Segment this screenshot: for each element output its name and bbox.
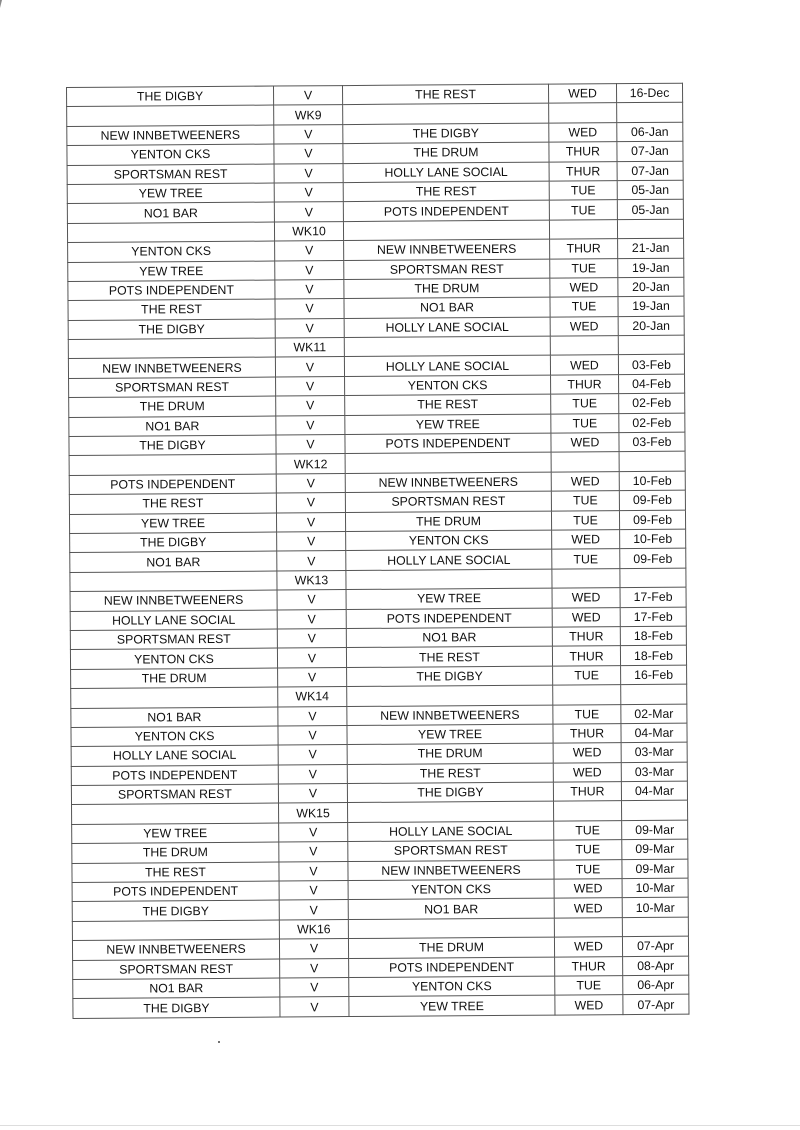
versus-mark: V xyxy=(279,842,348,862)
away-team: YENTON CKS xyxy=(346,530,552,551)
versus-mark: V xyxy=(277,609,346,629)
home-team: NO1 BAR xyxy=(71,707,278,728)
week-label: WK14 xyxy=(278,687,347,707)
away-team: YEW TREE xyxy=(349,995,555,1016)
fixture-row xyxy=(73,995,689,1019)
scan-speck xyxy=(218,1041,220,1043)
match-date: 06-Apr xyxy=(623,975,689,995)
versus-mark: V xyxy=(278,725,347,745)
week-header-blank xyxy=(552,568,620,588)
versus-mark: V xyxy=(274,163,343,183)
match-date: 10-Mar xyxy=(622,898,688,918)
home-team: YENTON CKS xyxy=(70,648,277,669)
match-date: 04-Mar xyxy=(621,781,687,801)
away-team: THE DIGBY xyxy=(343,123,549,144)
away-team: THE DRUM xyxy=(343,142,549,163)
away-team: THE REST xyxy=(342,84,548,105)
match-day: THUR xyxy=(550,239,618,259)
away-team: SPORTSMAN REST xyxy=(344,259,550,280)
match-date: 04-Feb xyxy=(619,374,685,394)
match-day: THUR xyxy=(549,142,617,162)
match-date: 03-Feb xyxy=(619,432,685,452)
match-day: WED xyxy=(553,743,621,763)
week-header-blank xyxy=(72,920,279,941)
week-header-blank xyxy=(68,338,275,359)
week-header-blank xyxy=(67,105,274,126)
home-team: THE DRUM xyxy=(69,396,276,417)
home-team: HOLLY LANE SOCIAL xyxy=(70,610,277,631)
match-date: 17-Feb xyxy=(620,587,686,607)
week-header-blank xyxy=(71,687,278,708)
match-day: WED xyxy=(555,995,623,1015)
versus-mark: V xyxy=(276,473,345,493)
match-date: 03-Mar xyxy=(621,742,687,762)
match-day: TUE xyxy=(554,840,622,860)
away-team: HOLLY LANE SOCIAL xyxy=(346,549,552,570)
week-header-blank xyxy=(620,568,686,588)
match-day: WED xyxy=(554,898,622,918)
versus-mark: V xyxy=(277,648,346,668)
versus-mark: V xyxy=(279,881,348,901)
match-date: 10-Mar xyxy=(622,878,688,898)
match-date: 09-Mar xyxy=(622,859,688,879)
match-date: 16-Feb xyxy=(621,665,687,685)
away-team: THE REST xyxy=(345,394,551,415)
match-date: 03-Mar xyxy=(621,762,687,782)
match-date: 03-Feb xyxy=(618,355,684,375)
match-day: WED xyxy=(550,316,618,336)
match-day: WED xyxy=(551,471,619,491)
away-team: THE DIGBY xyxy=(347,666,553,687)
away-team: POTS INDEPENDENT xyxy=(343,200,549,221)
home-team: HOLLY LANE SOCIAL xyxy=(71,745,278,766)
versus-mark: V xyxy=(275,318,344,338)
match-day: TUE xyxy=(553,704,621,724)
scan-page-edge xyxy=(0,0,2,135)
week-header-blank xyxy=(549,219,617,239)
week-header-blank xyxy=(617,103,683,123)
away-team: NO1 BAR xyxy=(344,297,550,318)
week-header-blank xyxy=(345,453,551,474)
match-date: 09-Feb xyxy=(620,549,686,569)
away-team: THE REST xyxy=(347,763,553,784)
match-date: 10-Feb xyxy=(620,529,686,549)
week-label: WK12 xyxy=(276,454,345,474)
match-day: WED xyxy=(552,607,620,627)
home-team: POTS INDEPENDENT xyxy=(68,280,275,301)
home-team: NEW INNBETWEENERS xyxy=(72,939,279,960)
home-team: THE DIGBY xyxy=(70,532,277,553)
week-header-blank xyxy=(347,685,553,706)
match-day: THUR xyxy=(549,161,617,181)
home-team: NO1 BAR xyxy=(69,416,276,437)
away-team: HOLLY LANE SOCIAL xyxy=(348,821,554,842)
week-header-blank xyxy=(70,571,277,592)
away-team: THE DRUM xyxy=(348,937,554,958)
away-team: POTS INDEPENDENT xyxy=(349,957,555,978)
versus-mark: V xyxy=(274,124,343,144)
week-header-blank xyxy=(346,569,552,590)
versus-mark: V xyxy=(276,376,345,396)
match-date: 06-Jan xyxy=(617,122,683,142)
home-team: THE DRUM xyxy=(72,842,279,863)
match-day: TUE xyxy=(551,491,619,511)
home-team: YEW TREE xyxy=(67,183,274,204)
home-team: THE DIGBY xyxy=(69,435,276,456)
week-header-blank xyxy=(621,801,687,821)
match-day: TUE xyxy=(555,976,623,996)
match-date: 05-Jan xyxy=(617,200,683,220)
match-day: TUE xyxy=(549,200,617,220)
week-label: WK9 xyxy=(274,105,343,125)
match-day: TUE xyxy=(549,181,617,201)
week-header-blank xyxy=(348,918,554,939)
match-day: WED xyxy=(552,530,620,550)
versus-mark: V xyxy=(277,590,346,610)
away-team: POTS INDEPENDENT xyxy=(346,608,552,629)
versus-mark: V xyxy=(279,939,348,959)
versus-mark: V xyxy=(280,978,349,998)
match-date: 17-Feb xyxy=(620,607,686,627)
week-header-blank xyxy=(72,803,279,824)
week-label: WK10 xyxy=(274,221,343,241)
versus-mark: V xyxy=(276,512,345,532)
versus-mark: V xyxy=(279,900,348,920)
match-day: TUE xyxy=(551,413,619,433)
match-day: TUE xyxy=(550,297,618,317)
versus-mark: V xyxy=(278,706,347,726)
home-team: THE REST xyxy=(68,299,275,320)
versus-mark: V xyxy=(274,202,343,222)
versus-mark: V xyxy=(274,183,343,203)
away-team: YEW TREE xyxy=(347,724,553,745)
versus-mark: V xyxy=(276,435,345,455)
away-team: NEW INNBETWEENERS xyxy=(344,239,550,260)
week-header-blank xyxy=(617,219,683,239)
week-label: WK11 xyxy=(275,338,344,358)
away-team: HOLLY LANE SOCIAL xyxy=(344,317,550,338)
versus-mark: V xyxy=(276,493,345,513)
week-header-blank xyxy=(618,335,684,355)
away-team: THE DRUM xyxy=(345,511,551,532)
match-day: THUR xyxy=(551,375,619,395)
match-date: 04-Mar xyxy=(621,723,687,743)
week-header-blank xyxy=(69,454,276,475)
match-date: 20-Jan xyxy=(618,277,684,297)
match-date: 02-Feb xyxy=(619,413,685,433)
away-team: THE REST xyxy=(346,646,552,667)
match-date: 21-Jan xyxy=(618,238,684,258)
versus-mark: V xyxy=(278,745,347,765)
versus-mark: V xyxy=(275,241,344,261)
match-day: WED xyxy=(550,278,618,298)
away-team: SPORTSMAN REST xyxy=(345,491,551,512)
versus-mark: V xyxy=(280,958,349,978)
away-team: NO1 BAR xyxy=(348,899,554,920)
versus-mark: V xyxy=(277,532,346,552)
versus-mark: V xyxy=(278,667,347,687)
away-team: THE DRUM xyxy=(344,278,550,299)
away-team: YEW TREE xyxy=(346,588,552,609)
versus-mark: V xyxy=(275,357,344,377)
home-team: THE DIGBY xyxy=(72,900,279,921)
match-date: 09-Feb xyxy=(619,490,685,510)
home-team: NO1 BAR xyxy=(70,551,277,572)
away-team: THE REST xyxy=(343,181,549,202)
week-header-blank xyxy=(554,801,622,821)
week-header-blank xyxy=(550,336,618,356)
versus-mark: V xyxy=(273,86,342,106)
home-team: NEW INNBETWEENERS xyxy=(70,590,277,611)
match-day: WED xyxy=(551,433,619,453)
week-header-blank xyxy=(622,917,688,937)
match-day: WED xyxy=(550,355,618,375)
away-team: NEW INNBETWEENERS xyxy=(345,472,551,493)
match-day: THUR xyxy=(552,627,620,647)
home-team: YENTON CKS xyxy=(68,241,275,262)
week-header-blank xyxy=(553,685,621,705)
home-team: NO1 BAR xyxy=(73,978,280,999)
away-team: YENTON CKS xyxy=(348,879,554,900)
away-team: NEW INNBETWEENERS xyxy=(347,705,553,726)
home-team: SPORTSMAN REST xyxy=(73,959,280,980)
match-date: 05-Jan xyxy=(617,180,683,200)
home-team: THE DRUM xyxy=(71,668,278,689)
match-date: 09-Feb xyxy=(619,510,685,530)
match-day: TUE xyxy=(552,549,620,569)
home-team: SPORTSMAN REST xyxy=(69,377,276,398)
home-team: NEW INNBETWEENERS xyxy=(67,125,274,146)
versus-mark: V xyxy=(278,764,347,784)
match-date: 09-Mar xyxy=(622,820,688,840)
match-day: THUR xyxy=(555,956,623,976)
week-header-blank xyxy=(621,684,687,704)
versus-mark: V xyxy=(277,628,346,648)
versus-mark: V xyxy=(276,396,345,416)
away-team: NO1 BAR xyxy=(346,627,552,648)
week-header-blank xyxy=(348,802,554,823)
match-day: TUE xyxy=(550,258,618,278)
versus-mark: V xyxy=(275,299,344,319)
match-day: THUR xyxy=(553,724,621,744)
match-day: THUR xyxy=(553,782,621,802)
week-label: WK13 xyxy=(277,570,346,590)
match-date: 07-Jan xyxy=(617,161,683,181)
versus-mark: V xyxy=(275,260,344,280)
match-date: 07-Jan xyxy=(617,141,683,161)
match-day: TUE xyxy=(554,820,622,840)
match-date: 18-Feb xyxy=(620,626,686,646)
home-team: POTS INDEPENDENT xyxy=(72,881,279,902)
versus-mark: V xyxy=(275,279,344,299)
home-team: YEW TREE xyxy=(72,823,279,844)
match-date: 09-Mar xyxy=(622,839,688,859)
match-day: THUR xyxy=(552,646,620,666)
away-team: NEW INNBETWEENERS xyxy=(348,860,554,881)
match-day: TUE xyxy=(551,510,619,530)
week-header-blank xyxy=(344,336,550,357)
match-date: 10-Feb xyxy=(619,471,685,491)
match-day: WED xyxy=(554,937,622,957)
home-team: NO1 BAR xyxy=(67,202,274,223)
fixtures-table-body xyxy=(67,83,689,1018)
versus-mark: V xyxy=(279,861,348,881)
away-team: POTS INDEPENDENT xyxy=(345,433,551,454)
match-day: TUE xyxy=(551,394,619,414)
home-team: POTS INDEPENDENT xyxy=(69,474,276,495)
match-date: 19-Jan xyxy=(618,258,684,278)
match-date: 16-Dec xyxy=(616,83,682,103)
match-day: TUE xyxy=(553,665,621,685)
match-date: 19-Jan xyxy=(618,296,684,316)
week-label: WK16 xyxy=(279,919,348,939)
away-team: YEW TREE xyxy=(345,414,551,435)
home-team: YENTON CKS xyxy=(71,726,278,747)
match-date: 20-Jan xyxy=(618,316,684,336)
away-team: THE DRUM xyxy=(347,743,553,764)
week-header-blank xyxy=(67,222,274,243)
home-team: THE REST xyxy=(72,862,279,883)
week-label: WK15 xyxy=(279,803,348,823)
week-header-blank xyxy=(551,452,619,472)
match-date: 07-Apr xyxy=(622,936,688,956)
away-team: YENTON CKS xyxy=(349,976,555,997)
match-day: WED xyxy=(548,84,616,104)
home-team: YENTON CKS xyxy=(67,144,274,165)
week-header-blank xyxy=(554,917,622,937)
versus-mark: V xyxy=(274,144,343,164)
match-date: 02-Feb xyxy=(619,393,685,413)
match-date: 02-Mar xyxy=(621,704,687,724)
away-team: HOLLY LANE SOCIAL xyxy=(343,162,549,183)
versus-mark: V xyxy=(278,784,347,804)
match-day: WED xyxy=(553,762,621,782)
match-date: 07-Apr xyxy=(623,995,689,1015)
fixtures-table xyxy=(66,83,689,1019)
home-team: THE REST xyxy=(69,493,276,514)
home-team: YEW TREE xyxy=(69,513,276,534)
home-team: THE DIGBY xyxy=(73,997,280,1018)
home-team: NEW INNBETWEENERS xyxy=(68,358,275,379)
home-team: THE DIGBY xyxy=(67,86,274,107)
home-team: POTS INDEPENDENT xyxy=(71,765,278,786)
versus-mark: V xyxy=(280,997,349,1017)
week-header-blank xyxy=(343,220,549,241)
week-header-blank xyxy=(343,104,549,125)
match-day: WED xyxy=(549,122,617,142)
away-team: THE DIGBY xyxy=(347,782,553,803)
home-team: SPORTSMAN REST xyxy=(67,164,274,185)
scan-bottom-edge xyxy=(0,1125,800,1126)
match-date: 18-Feb xyxy=(620,646,686,666)
match-day: WED xyxy=(552,588,620,608)
away-team: HOLLY LANE SOCIAL xyxy=(344,356,550,377)
away-team: SPORTSMAN REST xyxy=(348,840,554,861)
home-team: YEW TREE xyxy=(68,261,275,282)
versus-mark: V xyxy=(279,822,348,842)
home-team: SPORTSMAN REST xyxy=(71,784,278,805)
match-day: WED xyxy=(554,879,622,899)
versus-mark: V xyxy=(277,551,346,571)
home-team: THE DIGBY xyxy=(68,319,275,340)
home-team: SPORTSMAN REST xyxy=(70,629,277,650)
match-day: TUE xyxy=(554,859,622,879)
week-header-blank xyxy=(549,103,617,123)
away-team: YENTON CKS xyxy=(345,375,551,396)
match-date: 08-Apr xyxy=(623,956,689,976)
versus-mark: V xyxy=(276,415,345,435)
week-header-blank xyxy=(619,452,685,472)
